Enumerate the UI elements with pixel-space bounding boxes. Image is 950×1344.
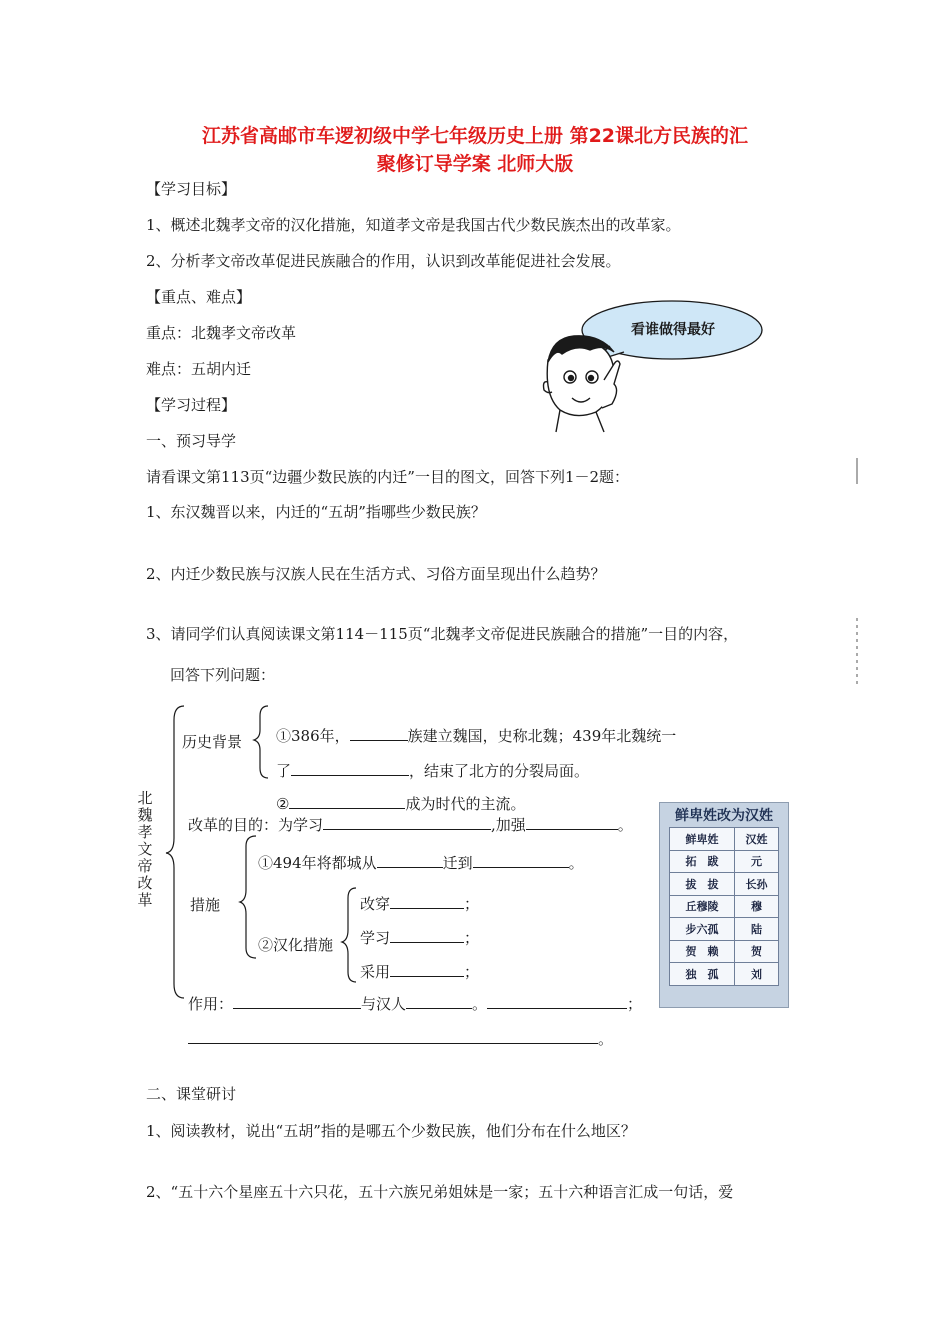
table-cell: 长孙: [735, 873, 779, 896]
background-item-1-cont: 了 ，结束了北方的分裂局面。: [276, 762, 590, 780]
table-cell: 贺 赖: [670, 940, 735, 963]
question-3-line-2: 回答下列问题：: [170, 666, 276, 684]
hanhua-item-language: 学习 ；: [360, 929, 480, 947]
key-point: 重点：北魏孝文帝改革: [146, 324, 297, 342]
table-row: [670, 940, 779, 963]
blank[interactable]: [350, 726, 408, 741]
class-question-1: 1、阅读教材，说出“五胡”指的是哪五个少数民族，他们分布在什么地区？: [146, 1122, 636, 1140]
table-cell: 步六孤: [670, 918, 735, 941]
hanhua-item-clothing: 改穿 ；: [360, 895, 480, 913]
background-item-1: ①386年， 族建立魏国，史称北魏；439年北魏统一: [276, 727, 677, 745]
background-label: 历史背景: [182, 733, 243, 751]
blank[interactable]: [406, 994, 472, 1009]
table-row: [670, 850, 779, 873]
table-cell: 贺: [735, 940, 779, 963]
measures-brace: [240, 836, 256, 958]
root-char: 北: [137, 789, 153, 807]
table-cell: 穆: [735, 895, 779, 918]
root-char: 帝: [137, 857, 153, 875]
blank[interactable]: [289, 794, 405, 809]
blank[interactable]: [188, 1029, 598, 1044]
blank[interactable]: [390, 928, 464, 943]
root-char: 孝: [137, 823, 153, 841]
effect-line-2: 。: [188, 1028, 613, 1049]
speech-bubble-text: 看谁做得最好: [631, 322, 715, 338]
difficult-point: 难点：五胡内迁: [146, 360, 252, 378]
table-cell: 刘: [735, 963, 779, 986]
blank[interactable]: [233, 994, 361, 1009]
measures-label: 措施: [190, 896, 221, 914]
blank[interactable]: [291, 761, 409, 776]
question-2: 2、内迁少数民族与汉族人民在生活方式、习俗方面呈现出什么趋势？: [146, 565, 606, 583]
measure-1: ①494年将都城从 迁到 。: [258, 854, 584, 872]
table-cell: 元: [735, 850, 779, 873]
blank[interactable]: [473, 853, 569, 868]
effect-line: 作用： 与汉人 。 ；: [188, 995, 643, 1013]
objective-1: 1、概述北魏孝文帝的汉化措施，知道孝文帝是我国古代少数民族杰出的改革家。: [146, 216, 681, 234]
class-question-2: 2、“五十六个星座五十六只花，五十六族兄弟姐妹是一家；五十六种语言汇成一句话，爱: [146, 1183, 734, 1201]
objectives-heading: 【学习目标】: [146, 180, 237, 198]
table-cell: 拓 跋: [670, 850, 735, 873]
root-char: 文: [137, 840, 153, 858]
surname-change-figure: [659, 802, 789, 1008]
objective-2: 2、分析孝文帝改革促进民族融合的作用，认识到改革能促进社会发展。: [146, 252, 621, 270]
hanhua-brace: [342, 888, 356, 982]
table-header-cell: 鲜卑姓: [670, 828, 735, 851]
blank[interactable]: [377, 853, 443, 868]
title-line-1: 江苏省高邮市车逻初级中学七年级历史上册 第22课北方民族的汇: [201, 125, 749, 147]
background-brace: [254, 706, 268, 778]
table-header-row: [670, 828, 779, 851]
preview-intro: 请看课文第113页“边疆少数民族的内迁”一目的图文，回答下列1－2题：: [146, 468, 630, 486]
section-class-study-heading: 二、课堂研讨: [146, 1085, 237, 1103]
diagram-root-label: [136, 790, 154, 909]
surname-table: [669, 827, 779, 986]
table-header-cell: 汉姓: [735, 828, 779, 851]
section-preview-heading: 一、预习导学: [146, 432, 237, 450]
question-1: 1、东汉魏晋以来，内迁的“五胡”指哪些少数民族？: [146, 503, 486, 521]
blank[interactable]: [487, 994, 627, 1009]
table-row: [670, 963, 779, 986]
hanhua-item-adopt: 采用 ；: [360, 963, 480, 981]
table-cell: 陆: [735, 918, 779, 941]
purpose-line: 改革的目的：为学习 ,加强 。: [188, 816, 633, 834]
table-row: [670, 895, 779, 918]
root-char: 革: [137, 891, 153, 909]
question-3-line-1: 3、请同学们认真阅读课文第114－115页“北魏孝文帝促进民族融合的措施”一目的内容，: [146, 625, 739, 643]
table-cell: 独 孤: [670, 963, 735, 986]
surname-figure-caption: 鲜卑姓改为汉姓: [675, 808, 773, 824]
background-item-2: ② 成为时代的主流。: [276, 795, 526, 813]
measure-2-label: ②汉化措施: [258, 936, 334, 954]
blank[interactable]: [526, 815, 618, 830]
table-cell: 丘穆陵: [670, 895, 735, 918]
blank[interactable]: [390, 894, 464, 909]
blank[interactable]: [323, 815, 491, 830]
keypoints-heading: 【重点、难点】: [146, 288, 252, 306]
root-char: 改: [137, 874, 153, 892]
title-line-2: 聚修订导学案 北师大版: [376, 153, 574, 175]
table-row: [670, 918, 779, 941]
process-heading: 【学习过程】: [146, 396, 237, 414]
table-cell: 拔 拔: [670, 873, 735, 896]
table-row: [670, 873, 779, 896]
root-char: 魏: [137, 806, 153, 824]
blank[interactable]: [390, 962, 464, 977]
